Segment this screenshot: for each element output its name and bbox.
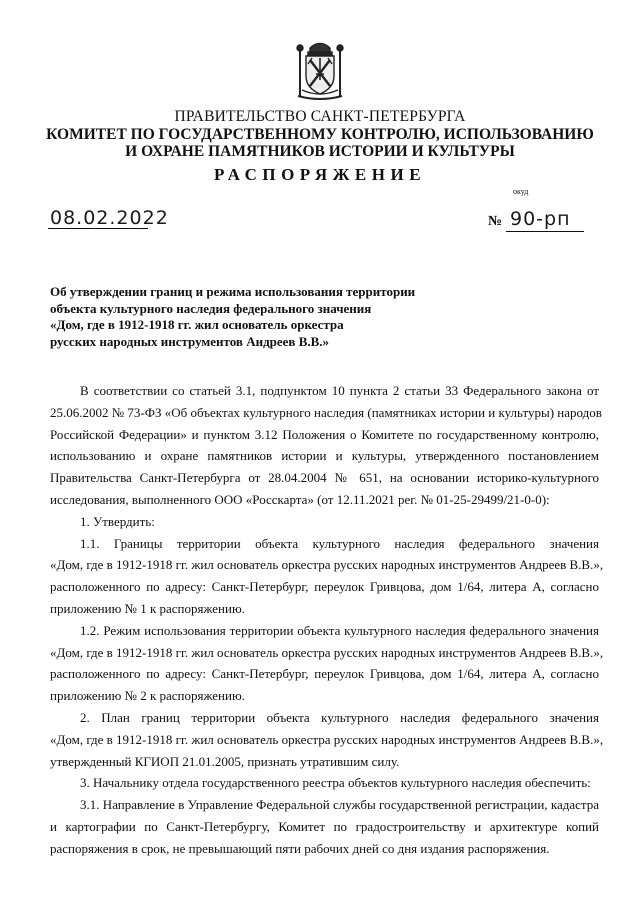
subject-line: Об утверждении границ и режима использования территории (50, 284, 416, 299)
body-line: 1.1. Границы территории объекта культурного наследия федерального значения (80, 535, 599, 551)
body-line: расположенного по адресу: Санкт-Петербург, переулок Гривцова, дом 1/64, литера А, согласно (50, 666, 599, 682)
body-line: 3. Начальнику отдела государственного реестра объектов культурного наследия обеспечить: (80, 775, 591, 791)
document-subject (50, 284, 430, 350)
number-underline (506, 231, 584, 232)
number-sign: № (488, 214, 503, 229)
committee-name-line-1: КОМИТЕТ ПО ГОСУДАРСТВЕННОМУ КОНТРОЛЮ, ИСПОЛЬЗОВАНИЮ (46, 126, 594, 143)
body-line: и картографии по Санкт-Петербургу, Комитет по градостроительству и архитектуре копий (50, 818, 599, 834)
document-number: 90-рп (510, 208, 571, 230)
body-line: «Дом, где в 1912-1918 гг. жил основатель оркестра русских народных инструментов Андреев В.В.», (50, 557, 604, 573)
body-line: приложению № 2 к распоряжению. (50, 688, 245, 704)
body-line: 1. Утвердить: (80, 513, 155, 529)
body-line: В соответствии со статьей 3.1, подпунктом 10 пункта 2 статьи 33 Федерального закона от (80, 383, 599, 398)
body-line: 2. План границ территории объекта культурного наследия федерального значения (80, 709, 599, 725)
body-line: 1.2. Режим использования территории объекта культурного наследия федерального значения (80, 622, 599, 638)
government-title: ПРАВИТЕЛЬСТВО САНКТ-ПЕТЕРБУРГА (174, 108, 466, 125)
okud-label: окуд (513, 187, 529, 196)
body-line: «Дом, где в 1912-1918 гг. жил основатель оркестра русских народных инструментов Андреев В.В.», (50, 644, 604, 660)
body-line: расположенного по адресу: Санкт-Петербург, переулок Гривцова, дом 1/64, литера А, согласно (50, 579, 599, 595)
subject-line: русских народных инструментов Андреев В.В.» (50, 333, 330, 349)
document-type-title: РАСПОРЯЖЕНИЕ (213, 165, 427, 184)
body-line: Российской Федерации» и пунктом 3.12 Положения о Комитете по государственному контролю, (50, 426, 599, 442)
body-line: утвержденный КГИОП 21.01.2005, признать утратившим силу. (50, 753, 400, 769)
document-date: 08.02.2022 (50, 207, 169, 229)
coat-of-arms-emblem (296, 40, 344, 102)
committee-name-line-2: И ОХРАНЕ ПАМЯТНИКОВ ИСТОРИИ И КУЛЬТУРЫ (125, 143, 515, 160)
body-line: распоряжения в срок, не превышающий пяти рабочих дней со дня издания распоряжения. (50, 840, 550, 856)
date-underline (48, 228, 148, 229)
body-line: исследования, выполненного ООО «Росскарта» (от 12.11.2021 рег. № 01-25-29499/21-0-0): (50, 491, 550, 507)
body-line: Правительства Санкт-Петербурга от 28.04.2004 № 651, на основании историко-культурного (50, 470, 599, 486)
body-line: использованию и охране памятников истории и культуры, утвержденного постановлением (50, 448, 599, 464)
subject-line: «Дом, где в 1912-1918 гг. жил основатель оркестра (50, 317, 344, 332)
body-line: приложению № 1 к распоряжению. (50, 600, 245, 616)
body-line: «Дом, где в 1912-1918 гг. жил основатель оркестра русских народных инструментов Андреев В.В.», (50, 731, 604, 747)
body-line: 3.1. Направление в Управление Федеральной службы государственной регистрации, кадастра (80, 797, 599, 813)
document-body (50, 380, 604, 860)
subject-line: объекта культурного наследия федерального значения (50, 300, 372, 316)
body-line: 25.06.2002 № 73-ФЗ «Об объектах культурного наследия (памятниках истории и культуры) народов (50, 404, 602, 420)
